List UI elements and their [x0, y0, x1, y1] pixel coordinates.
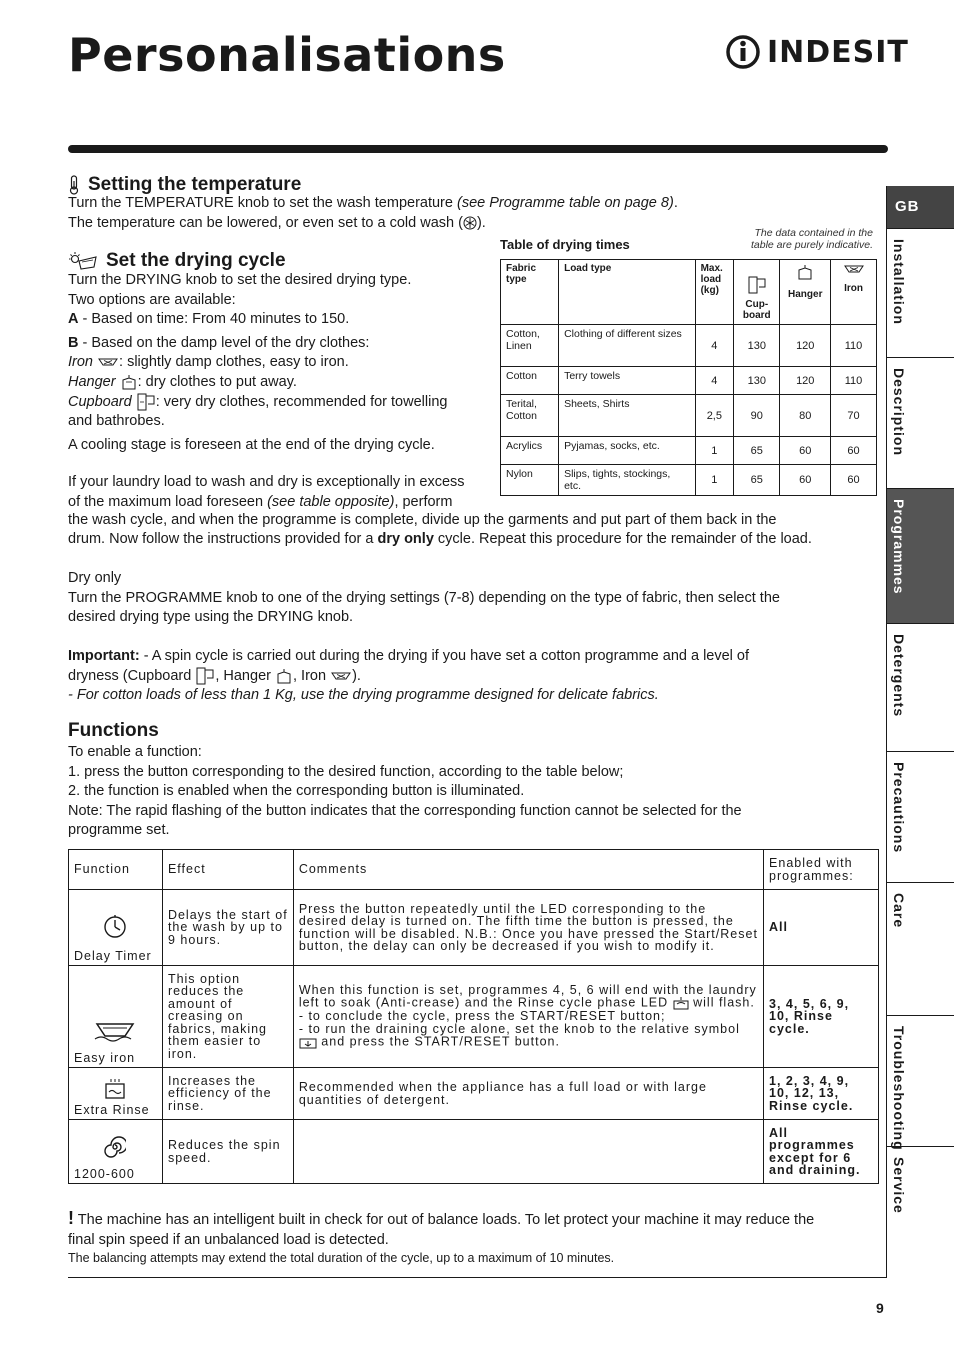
- table-cell: 2,5: [695, 395, 734, 437]
- table-cell: 90: [734, 395, 780, 437]
- table-header-cell: Effect: [162, 850, 293, 890]
- text: - to run the draining cycle alone, set the knob to the relative symbol: [298, 1021, 740, 1036]
- table-cell: Acrylics: [501, 437, 559, 465]
- function-enabled: All: [764, 890, 879, 966]
- table-row: [501, 395, 877, 437]
- indesit-logo-icon: [725, 34, 761, 70]
- table-header-cell: Function: [69, 850, 163, 890]
- function-name-cell: [69, 890, 163, 966]
- text: : dry clothes to put away.: [137, 373, 297, 390]
- table-header-cell: Max. load (kg): [695, 260, 734, 325]
- table-cell: 60: [780, 437, 831, 465]
- dry-only-text-2: desired drying type using the DRYING knob.: [68, 609, 354, 625]
- function-effect: This option reduces the amount of creasing on fabrics, making them easier to iron.: [162, 966, 293, 1068]
- drying-excess-3: the wash cycle, and when the programme is complete, divide up the garments and put part of them back in the: [68, 512, 777, 528]
- drying-intro-2: Two options are available:: [68, 291, 236, 308]
- warning-mark: !: [68, 1208, 74, 1228]
- sidebar-item-service[interactable]: [887, 1147, 954, 1278]
- spin-speed-icon: [104, 1136, 126, 1158]
- table-cell: Cotton, Linen: [501, 325, 559, 367]
- table-cell: 120: [780, 325, 831, 367]
- drain-symbol-icon: [299, 1035, 317, 1049]
- table-cell: Sheets, Shirts: [559, 395, 695, 437]
- function-effect: Reduces the spin speed.: [162, 1120, 293, 1184]
- cupboard-icon: [195, 666, 215, 686]
- text: cycle. Repeat this procedure for the remainder of the load.: [433, 531, 812, 547]
- text: dryness (Cupboard: [68, 667, 196, 684]
- table-header-cell: Fabric type: [501, 260, 559, 325]
- drying-iron-line: [68, 353, 498, 373]
- drying-option-a: [68, 310, 498, 330]
- text: Iron: [68, 354, 93, 370]
- table-cell: Slips, tights, stockings, etc.: [559, 465, 695, 496]
- dry-only-section: [68, 569, 868, 706]
- function-effect: Increases the efficiency of the rinse.: [162, 1068, 293, 1120]
- sidebar-item-description[interactable]: [887, 358, 954, 489]
- function-name-cell: [69, 1120, 163, 1184]
- sidebar-item-detergents[interactable]: [887, 624, 954, 752]
- text: of the maximum load foreseen: [68, 493, 268, 510]
- section-sidebar: [886, 186, 954, 1278]
- table-row: [501, 437, 877, 465]
- text: dry only: [377, 531, 434, 547]
- function-name: Delay Timer: [74, 948, 152, 963]
- dry-only-text-1: Turn the PROGRAMME knob to one of the drying settings (7-8) depending on the type of fabric, then select the: [68, 589, 780, 606]
- table-cell: 130: [734, 325, 780, 367]
- table-cell: 1: [695, 437, 734, 465]
- text: Iron: [844, 283, 863, 294]
- temperature-heading: Setting the temperature: [88, 174, 302, 195]
- text: Cupboard: [68, 393, 132, 410]
- sidebar-item-precautions[interactable]: [887, 752, 954, 883]
- delay-timer-icon: [102, 914, 128, 940]
- dry-only-heading: Dry only: [68, 570, 122, 586]
- drying-cupboard-line: [68, 392, 498, 412]
- sidebar-item-installation[interactable]: [887, 229, 954, 358]
- table-cell: Terital, Cotton: [501, 395, 559, 437]
- text: Hanger: [788, 289, 823, 300]
- sidebar-item-care[interactable]: [887, 883, 954, 1016]
- table-cell: 130: [734, 367, 780, 395]
- hanger-icon: [120, 373, 138, 391]
- functions-table: [68, 849, 879, 1184]
- table-cell: Pyjamas, socks, etc.: [559, 437, 695, 465]
- table-cell: 60: [780, 465, 831, 496]
- table-cell: Cotton: [501, 367, 559, 395]
- sidebar-item-label: Programmes: [891, 499, 907, 595]
- drying-times-table: [500, 259, 877, 496]
- drying-table-title: Table of drying times: [500, 237, 630, 252]
- header-rule: [68, 145, 888, 153]
- table-row: [69, 1068, 879, 1120]
- functions-line-3: 2. the function is enabled when the corresponding button is illuminated.: [68, 783, 525, 799]
- table-cell: 110: [831, 367, 877, 395]
- function-effect: Delays the start of the wash by up to 9 hours.: [162, 890, 293, 966]
- table-header-cell: Enabled with programmes:: [764, 850, 879, 890]
- text: drum. Now follow the instructions provided for a: [68, 531, 378, 547]
- sidebar-item-label: GB: [895, 198, 920, 215]
- drying-excess-1: If your laundry load to wash and dry is exceptionally in excess: [68, 474, 465, 491]
- table-cell: 120: [780, 367, 831, 395]
- functions-line-4: Note: The rapid flashing of the button indicates that the corresponding function cannot be selected for the: [68, 802, 742, 819]
- sidebar-item-programmes[interactable]: [887, 489, 954, 624]
- text: Cup- board: [742, 299, 771, 321]
- temperature-text-1: [68, 194, 868, 214]
- function-enabled: All programmes except for 6 and draining.: [764, 1120, 879, 1184]
- brand-logo: [725, 34, 909, 70]
- hanger-icon: [796, 263, 814, 281]
- iron-icon: [843, 263, 865, 275]
- table-cell: 4: [695, 367, 734, 395]
- table-header-cell: [734, 260, 780, 325]
- drying-option-b: [68, 334, 498, 354]
- rinse-led-icon: [673, 996, 689, 1010]
- table-cell: 65: [734, 437, 780, 465]
- balance-note: [68, 1209, 873, 1266]
- thermometer-icon: [68, 175, 80, 195]
- page-number: 9: [876, 1300, 884, 1316]
- drying-text-block: [68, 271, 498, 512]
- text: : very dry clothes, recommended for towelling: [155, 393, 448, 410]
- text: Hanger: [68, 373, 116, 390]
- text: - to conclude the cycle, press the START/RESET button;: [298, 1009, 666, 1024]
- text: Turn the TEMPERATURE knob to set the wash temperature: [68, 195, 457, 211]
- table-cell: 65: [734, 465, 780, 496]
- table-row: [501, 367, 877, 395]
- text: (see Programme table on page 8): [456, 195, 674, 211]
- table-cell: 110: [831, 325, 877, 367]
- text: The temperature can be lowered, or even set to a cold wash (: [68, 215, 463, 231]
- function-name: Easy iron: [74, 1050, 136, 1065]
- function-comment: [293, 966, 763, 1068]
- drying-cupboard-line-2: and bathrobes.: [68, 413, 165, 430]
- sidebar-item-label: Service: [891, 1157, 907, 1214]
- snowflake-icon: [463, 216, 477, 230]
- table-cell: 60: [831, 437, 877, 465]
- important-line-2: [68, 666, 868, 686]
- dry-only-note: - For cotton loads of less than 1 Kg, use the drying programme designed for delicate fabrics.: [68, 687, 659, 704]
- extra-rinse-icon: [104, 1078, 126, 1100]
- table-cell: Terry towels: [559, 367, 695, 395]
- important-line-1: [68, 647, 868, 667]
- iron-icon: [330, 670, 352, 682]
- easy-iron-icon: [93, 1018, 137, 1042]
- table-header-cell: Comments: [293, 850, 763, 890]
- drying-hanger-line: [68, 373, 498, 393]
- balance-line-2: final spin speed if an unbalanced load is detected.: [68, 1231, 389, 1248]
- text: and press the START/RESET button.: [316, 1034, 560, 1049]
- function-name: 1200-600: [74, 1166, 135, 1181]
- cupboard-icon: [136, 392, 156, 412]
- text: - Based on the damp level of the dry clothes:: [78, 334, 370, 351]
- function-name: Extra Rinse: [74, 1102, 150, 1117]
- text: B: [68, 334, 79, 351]
- text: ).: [476, 215, 486, 231]
- function-name-cell: [69, 966, 163, 1068]
- text: (see table opposite): [267, 493, 395, 510]
- table-header-cell: [780, 260, 831, 325]
- text: .: [673, 195, 678, 211]
- text: - A spin cycle is carried out during the drying if you have set a cotton programme and a level of: [139, 647, 750, 664]
- sidebar-item-label: Description: [891, 368, 907, 457]
- text: ).: [352, 667, 361, 684]
- function-name-cell: [69, 1068, 163, 1120]
- iron-icon: [97, 356, 119, 368]
- sidebar-item-troubleshooting[interactable]: [887, 1016, 954, 1151]
- table-row: [501, 465, 877, 496]
- table-row: [69, 890, 879, 966]
- brand-name: INDESIT: [767, 34, 909, 70]
- table-header-cell: Load type: [559, 260, 695, 325]
- text: The machine has an intelligent built in check for out of balance loads. To let protect your machine it may reduce the: [74, 1212, 815, 1228]
- text: , Iron: [293, 667, 331, 684]
- functions-line-2: 1. press the button corresponding to the desired function, according to the table below;: [68, 763, 624, 780]
- text: Important:: [68, 647, 140, 664]
- table-cell: Clothing of different sizes: [559, 325, 695, 367]
- table-header-cell: [831, 260, 877, 325]
- drying-excess-4: [68, 530, 878, 550]
- drying-sun-icon: [68, 251, 98, 271]
- functions-heading: Functions: [68, 720, 159, 741]
- sidebar-item-label: Precautions: [891, 762, 907, 854]
- text: - Based on time: From 40 minutes to 150.: [78, 311, 350, 327]
- function-comment: Recommended when the appliance has a full load or with large quantities of detergent.: [293, 1068, 763, 1120]
- text: will flash.: [688, 995, 755, 1010]
- sidebar-item-label: Installation: [891, 239, 907, 325]
- sidebar-item-gb[interactable]: [887, 186, 954, 229]
- text: , perform: [394, 493, 453, 510]
- drying-table-note: The data contained in the table are purely indicative.: [751, 227, 873, 251]
- hanger-icon: [275, 667, 293, 685]
- footer-rule: [68, 1277, 886, 1278]
- table-row: [69, 966, 879, 1068]
- drying-intro-1: Turn the DRYING knob to set the desired drying type.: [68, 272, 412, 288]
- function-enabled: 1, 2, 3, 4, 9, 10, 12, 13, Rinse cycle.: [764, 1068, 879, 1120]
- function-enabled: 3, 4, 5, 6, 9, 10, Rinse cycle.: [764, 966, 879, 1068]
- function-comment: [293, 1120, 763, 1184]
- drying-cooling: A cooling stage is foreseen at the end of the drying cycle.: [68, 436, 435, 453]
- table-cell: Nylon: [501, 465, 559, 496]
- sidebar-item-label: Troubleshooting: [891, 1026, 907, 1151]
- drying-heading-row: [68, 250, 286, 272]
- functions-intro: [68, 743, 878, 841]
- sidebar-item-label: Detergents: [891, 634, 907, 718]
- page-title: Personalisations: [68, 28, 506, 82]
- table-row: [501, 325, 877, 367]
- table-row: [69, 1120, 879, 1184]
- text: A: [68, 311, 79, 327]
- sidebar-item-label: Care: [891, 893, 907, 929]
- text: , Hanger: [215, 667, 275, 684]
- balance-line-1: [68, 1209, 873, 1231]
- table-cell: 60: [831, 465, 877, 496]
- drying-heading: Set the drying cycle: [106, 250, 286, 271]
- cupboard-icon: [747, 275, 767, 295]
- functions-line-1: To enable a function:: [68, 744, 202, 760]
- table-cell: 4: [695, 325, 734, 367]
- text: : slightly damp clothes, easy to iron.: [119, 354, 349, 370]
- table-cell: 1: [695, 465, 734, 496]
- table-header-row: [501, 260, 877, 325]
- functions-line-5: programme set.: [68, 822, 170, 838]
- table-cell: 70: [831, 395, 877, 437]
- function-comment: Press the button repeatedly until the LED corresponding to the desired delay is turned on. The fifth time the button is pressed, the function will be disabled. N.B.: Once you have pressed the Start/Reset button, the delay can only be decreased if you wish to modify it.: [293, 890, 763, 966]
- temperature-heading-row: [68, 174, 301, 196]
- table-header-row: [69, 850, 879, 890]
- balance-line-3: The balancing attempts may extend the total duration of the cycle, up to a maximum of 10 minutes.: [68, 1251, 615, 1265]
- drying-excess-2: [68, 493, 498, 513]
- text: When this function is set, programmes 4, 5, 6 will end with the laundry left to soak (Anti-crease) and the Rinse cycle phase LED: [298, 982, 757, 1010]
- table-cell: 80: [780, 395, 831, 437]
